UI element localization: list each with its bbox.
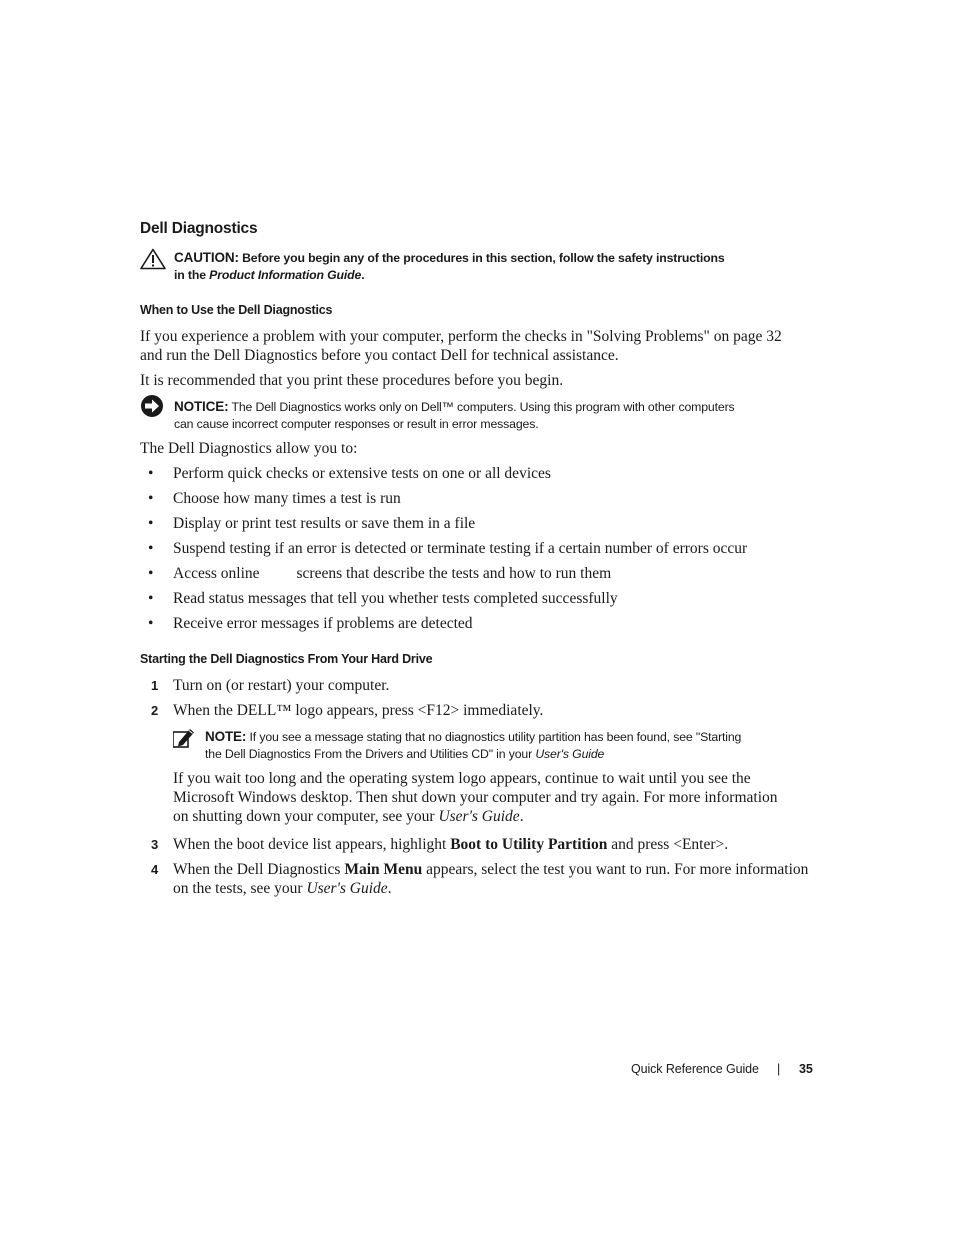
step4-suffix: appears, select the test you want to run. For more information [426, 861, 809, 878]
bullet-symbol: • [148, 465, 154, 482]
wait-line1: If you wait too long and the operating system logo appears, continue to wait until you see the [173, 770, 751, 787]
caution-text-prefix: in the [174, 268, 206, 282]
note-guide-name: User's Guide [535, 747, 605, 761]
step-number: 2 [151, 703, 159, 718]
bullet-symbol: • [148, 540, 154, 557]
allow-intro: The Dell Diagnostics allow you to: [140, 440, 358, 457]
note-block [205, 728, 805, 763]
step4-line2-suffix: . [387, 880, 392, 897]
bullet-text: Suspend testing if an error is detected or terminate testing if a certain number of errors occur [173, 540, 748, 557]
step-text [173, 860, 818, 898]
bullet-symbol: • [148, 490, 154, 507]
note-text-line1: If you see a message stating that no diagnostics utility partition has been found, see "Starting [249, 730, 742, 744]
bullet-text: Choose how many times a test is run [173, 490, 401, 507]
note-pencil-icon [173, 726, 195, 748]
bullet-symbol: • [148, 590, 154, 607]
caution-block [174, 249, 794, 284]
wait-line2: Microsoft Windows desktop. Then shut down your computer and try again. For more information [173, 789, 778, 806]
section-title: Dell Diagnostics [140, 220, 258, 237]
notice-label: NOTICE: [174, 399, 229, 414]
notice-text-line2: can cause incorrect computer responses or result in error messages. [174, 417, 539, 431]
bullet-text: Perform quick checks or extensive tests on one or all devices [173, 465, 551, 482]
caution-triangle-icon [140, 248, 166, 270]
page-number: 35 [799, 1062, 813, 1076]
bullet-symbol: • [148, 515, 154, 532]
step-number: 3 [151, 837, 159, 852]
step-number: 1 [151, 678, 159, 693]
step-text: Turn on (or restart) your computer. [173, 677, 390, 694]
step-text [173, 835, 818, 854]
wait-paragraph [173, 769, 813, 826]
caution-label: CAUTION: [174, 250, 239, 265]
bullet-text: Display or print test results or save them in a file [173, 515, 476, 532]
notice-arrow-icon [140, 394, 164, 418]
notice-text-line1: The Dell Diagnostics works only on Dell™ computers. Using this program with other computers [231, 400, 735, 414]
step3-bold: Boot to Utility Partition [450, 836, 608, 853]
when-to-use-para-line2: and run the Dell Diagnostics before you contact Dell for technical assistance. [140, 347, 619, 364]
starting-heading: Starting the Dell Diagnostics From Your Hard Drive [140, 652, 433, 666]
caution-text-line1: Before you begin any of the procedures in this section, follow the safety instructions [242, 251, 725, 265]
when-to-use-heading: When to Use the Dell Diagnostics [140, 303, 333, 317]
notice-block [174, 398, 794, 433]
step4-guide-name: User's Guide [306, 880, 388, 897]
wait-line3-suffix: . [519, 808, 524, 825]
note-text-prefix: the Dell Diagnostics From the Drivers and Utilities CD" in your [205, 747, 533, 761]
step4-bold: Main Menu [344, 861, 423, 878]
bullet-text [173, 564, 611, 583]
print-procedures-paragraph: It is recommended that you print these procedures before you begin. [140, 372, 564, 389]
step3-prefix: When the boot device list appears, highlight [173, 836, 447, 853]
step4-line2-prefix: on the tests, see your [173, 880, 303, 897]
step4-prefix: When the Dell Diagnostics [173, 861, 341, 878]
when-to-use-paragraph [140, 327, 820, 365]
step3-suffix: and press <Enter>. [611, 836, 729, 853]
bullet-text-after-gap: screens that describe the tests and how to run them [296, 565, 612, 582]
note-label: NOTE: [205, 729, 247, 744]
footer-guide-title: Quick Reference Guide [631, 1062, 759, 1076]
step-text: When the DELL™ logo appears, press <F12> immediately. [173, 702, 544, 719]
caution-guide-name: Product Information Guide [209, 268, 362, 282]
wait-guide-name: User's Guide [438, 808, 520, 825]
bullet-symbol: • [148, 565, 154, 582]
caution-text-suffix: . [361, 268, 365, 282]
bullet-text: Receive error messages if problems are detected [173, 615, 473, 632]
bullet-text: Read status messages that tell you whether tests completed successfully [173, 590, 618, 607]
step-number: 4 [151, 862, 159, 877]
bullet-symbol: • [148, 615, 154, 632]
bullet-text-before-gap: Access online [173, 565, 260, 582]
when-to-use-para-line1: If you experience a problem with your computer, perform the checks in "Solving Problems" on page 32 [140, 328, 782, 345]
footer-separator: | [777, 1062, 781, 1076]
wait-line3-prefix: on shutting down your computer, see your [173, 808, 435, 825]
